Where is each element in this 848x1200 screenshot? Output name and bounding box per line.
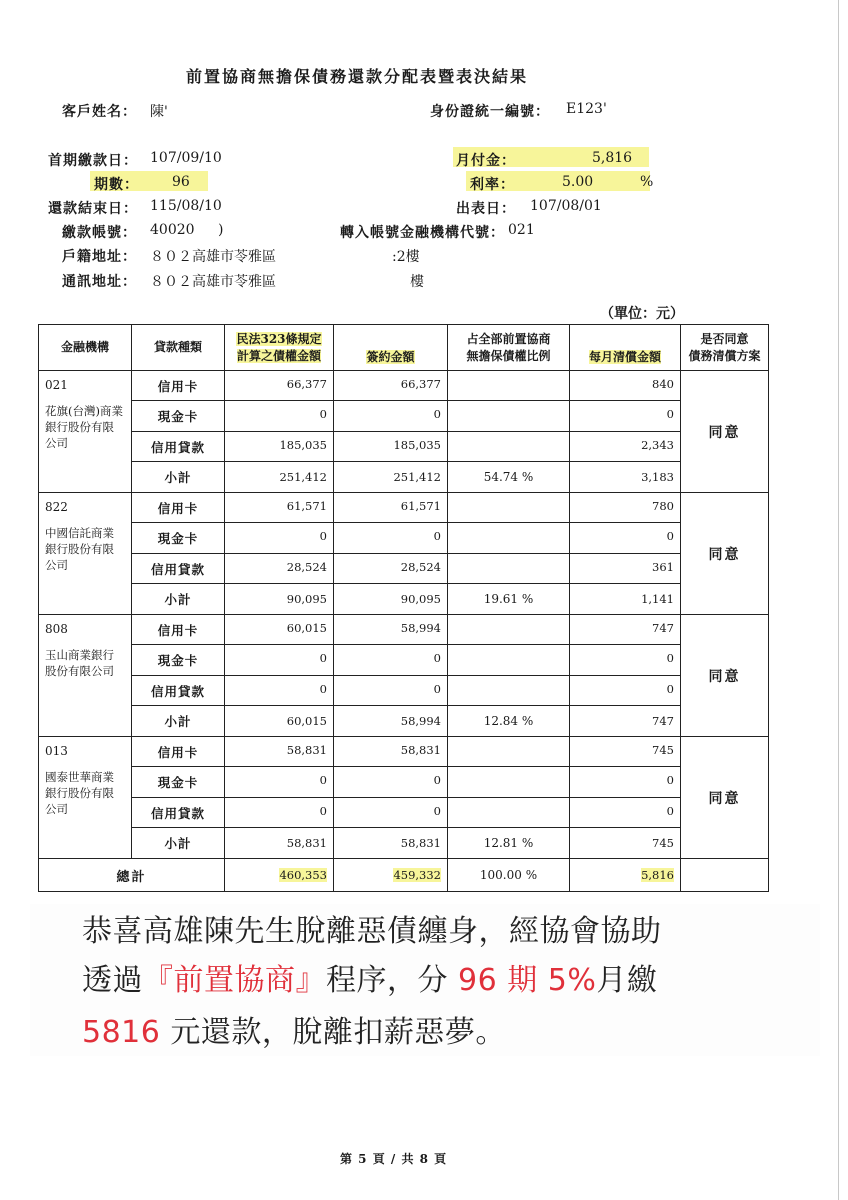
- end-date-label: 還款結束日：: [48, 201, 138, 217]
- claim-amount-cell: 0: [225, 401, 334, 432]
- monthly-payment-cell: 1,141: [570, 584, 681, 615]
- ratio-cell: [448, 523, 570, 554]
- contract-amount-cell: 251,412: [334, 462, 448, 493]
- contract-amount-cell: 0: [334, 676, 448, 706]
- agree-cell: 同意: [681, 493, 769, 615]
- issue-date-value: 107/08/01: [530, 198, 602, 214]
- announcement-highlight-terms: 96 期 5%: [458, 963, 597, 998]
- header-monthly-payment: [570, 325, 681, 371]
- table-row: [39, 401, 769, 432]
- table-row: [39, 706, 769, 737]
- mail-address-label: 通訊地址：: [62, 274, 137, 290]
- institution-code: 808: [45, 622, 68, 636]
- table-row: [39, 432, 769, 462]
- header-agree: [681, 325, 769, 371]
- ratio-cell: 54.74 %: [448, 462, 570, 493]
- contract-amount-cell: 0: [334, 523, 448, 554]
- ratio-cell: 19.61 %: [448, 584, 570, 615]
- loan-type-cell: 小計: [132, 462, 225, 493]
- total-claim-value: 460,353: [279, 868, 327, 882]
- total-ratio-value: 100.00 %: [479, 868, 538, 882]
- customer-name-label: 客戶姓名：: [62, 104, 137, 120]
- contract-amount-cell: 0: [334, 798, 448, 828]
- monthly-payment-cell: 3,183: [570, 462, 681, 493]
- institution-name: 中國信託商業銀行股份有限公司: [45, 526, 114, 572]
- mail-address-value: ８０２高雄市苓雅區: [150, 274, 276, 290]
- transfer-code-value: 021: [508, 222, 535, 238]
- table-row: [39, 798, 769, 828]
- institution-name: 花旗(台灣)商業銀行股份有限公司: [45, 404, 123, 450]
- header-ratio: [448, 325, 570, 371]
- table-row: [39, 584, 769, 615]
- total-agree-empty: [681, 859, 769, 892]
- total-claim-cell: [225, 859, 334, 892]
- loan-type-cell: 現金卡: [132, 645, 225, 676]
- end-date-value: 115/08/10: [150, 198, 222, 214]
- header-civil-law-line1: 民法323條規定: [236, 331, 322, 346]
- header-contract-text: 簽約金額: [366, 350, 415, 364]
- table-row: [39, 737, 769, 767]
- monthly-payment-cell: 0: [570, 523, 681, 554]
- header-loan-type: 貸款種類: [132, 325, 225, 371]
- monthly-payment-cell: 840: [570, 371, 681, 401]
- account-label: 繳款帳號：: [62, 225, 137, 241]
- ratio-cell: [448, 615, 570, 645]
- account-paren: ): [218, 222, 224, 238]
- id-value: E123': [566, 101, 607, 117]
- announcement-text-e: 月繳: [596, 963, 658, 998]
- loan-type-cell: 信用卡: [132, 737, 225, 767]
- total-monthly-cell: [570, 859, 681, 892]
- announcement-highlight-amount: 5816: [82, 1015, 161, 1050]
- contract-amount-cell: 185,035: [334, 432, 448, 462]
- contract-amount-cell: 61,571: [334, 493, 448, 523]
- contract-amount-cell: 58,831: [334, 828, 448, 859]
- table-row: [39, 554, 769, 584]
- header-agree-line1: 是否同意: [700, 331, 749, 346]
- agree-cell: 同意: [681, 737, 769, 859]
- institution-cell: [39, 493, 132, 615]
- first-payment-value: 107/09/10: [150, 150, 222, 166]
- ratio-cell: 12.81 %: [448, 828, 570, 859]
- loan-type-cell: 現金卡: [132, 523, 225, 554]
- ratio-cell: [448, 371, 570, 401]
- contract-amount-cell: 58,994: [334, 706, 448, 737]
- table-row: [39, 767, 769, 798]
- announcement-line-3: [82, 1007, 506, 1051]
- announcement-line-2: [82, 955, 657, 999]
- table-row: [39, 462, 769, 493]
- claim-amount-cell: 60,015: [225, 615, 334, 645]
- header-civil-law-claim: [225, 325, 334, 371]
- institution-code: 013: [45, 744, 68, 758]
- document-title: 前置協商無擔保債務還款分配表暨表決結果: [186, 67, 529, 86]
- loan-type-cell: 信用貸款: [132, 798, 225, 828]
- claim-amount-cell: 66,377: [225, 371, 334, 401]
- header-civil-law-line2: 計算之債權金額: [236, 348, 321, 363]
- mail-address-tail: 樓: [410, 274, 424, 290]
- ratio-cell: [448, 676, 570, 706]
- total-row: [39, 859, 769, 892]
- agree-cell: 同意: [681, 371, 769, 493]
- header-agree-line2: 債務清償方案: [688, 348, 761, 363]
- claim-amount-cell: 58,831: [225, 828, 334, 859]
- contract-amount-cell: 58,831: [334, 737, 448, 767]
- claim-amount-cell: 0: [225, 767, 334, 798]
- institution-name: 國泰世華商業銀行股份有限公司: [45, 770, 114, 816]
- ratio-cell: [448, 767, 570, 798]
- monthly-value: 5,816: [592, 150, 633, 166]
- announcement-text-b3: 元還款，脫離扣薪惡夢。: [160, 1015, 506, 1050]
- institution-cell: [39, 615, 132, 737]
- announcement-highlight-precollab: 『前置協商』: [143, 963, 326, 998]
- contract-amount-cell: 90,095: [334, 584, 448, 615]
- header-ratio-line1: 占全部前置協商: [466, 331, 551, 346]
- periods-label: 期數：: [94, 177, 139, 193]
- header-monthly-text: 每月清償金額: [588, 350, 661, 364]
- id-label: 身份證統一編號：: [430, 104, 550, 120]
- total-contract-cell: [334, 859, 448, 892]
- distribution-table: [38, 324, 769, 892]
- total-label: 總計: [39, 859, 225, 892]
- total-ratio-cell: [448, 859, 570, 892]
- header-institution: 金融機構: [39, 325, 132, 371]
- contract-amount-cell: 0: [334, 767, 448, 798]
- ratio-cell: [448, 798, 570, 828]
- claim-amount-cell: 90,095: [225, 584, 334, 615]
- loan-type-cell: 信用貸款: [132, 432, 225, 462]
- institution-cell: [39, 371, 132, 493]
- monthly-payment-cell: 745: [570, 737, 681, 767]
- claim-amount-cell: 185,035: [225, 432, 334, 462]
- issue-date-label: 出表日：: [456, 201, 516, 217]
- announcement-line-1: 恭喜高雄陳先生脫離惡債纏身，經協會協助: [82, 914, 662, 949]
- institution-code: 021: [45, 378, 68, 392]
- rate-unit: %: [640, 174, 654, 190]
- header-ratio-line2: 無擔保債權比例: [466, 348, 551, 363]
- monthly-payment-cell: 747: [570, 706, 681, 737]
- total-monthly-value: 5,816: [641, 868, 674, 882]
- monthly-payment-cell: 361: [570, 554, 681, 584]
- total-contract-value: 459,332: [393, 868, 441, 882]
- rate-label: 利率：: [470, 177, 515, 193]
- ratio-cell: [448, 737, 570, 767]
- claim-amount-cell: 60,015: [225, 706, 334, 737]
- claim-amount-cell: 0: [225, 523, 334, 554]
- loan-type-cell: 小計: [132, 584, 225, 615]
- monthly-payment-cell: 745: [570, 828, 681, 859]
- contract-amount-cell: 58,994: [334, 615, 448, 645]
- account-value: 40020: [150, 222, 195, 238]
- monthly-payment-cell: 0: [570, 401, 681, 432]
- table-row: [39, 523, 769, 554]
- claim-amount-cell: 0: [225, 676, 334, 706]
- monthly-label: 月付金：: [456, 153, 516, 169]
- claim-amount-cell: 28,524: [225, 554, 334, 584]
- household-address-value: ８０２高雄市苓雅區: [150, 249, 276, 265]
- page-edge-line: [838, 0, 839, 1200]
- first-payment-label: 首期繳款日：: [48, 153, 138, 169]
- loan-type-cell: 現金卡: [132, 767, 225, 798]
- table-row: [39, 371, 769, 401]
- monthly-payment-cell: 780: [570, 493, 681, 523]
- ratio-cell: [448, 554, 570, 584]
- header-contract-amount: [334, 325, 448, 371]
- page-number: 第 5 頁 / 共 8 頁: [340, 1152, 448, 1166]
- institution-code: 822: [45, 500, 68, 514]
- loan-type-cell: 信用貸款: [132, 676, 225, 706]
- ratio-cell: 12.84 %: [448, 706, 570, 737]
- monthly-payment-cell: 2,343: [570, 432, 681, 462]
- household-address-tail: :2樓: [392, 249, 420, 265]
- loan-type-cell: 小計: [132, 828, 225, 859]
- ratio-cell: [448, 493, 570, 523]
- unit-note: （單位：元）: [600, 306, 684, 322]
- ratio-cell: [448, 432, 570, 462]
- loan-type-cell: 信用卡: [132, 493, 225, 523]
- monthly-payment-cell: 0: [570, 767, 681, 798]
- institution-cell: [39, 737, 132, 859]
- monthly-payment-cell: 747: [570, 615, 681, 645]
- loan-type-cell: 信用卡: [132, 371, 225, 401]
- periods-value: 96: [172, 174, 190, 190]
- transfer-code-label: 轉入帳號金融機構代號：: [340, 225, 505, 241]
- table-row: [39, 493, 769, 523]
- ratio-cell: [448, 645, 570, 676]
- claim-amount-cell: 58,831: [225, 737, 334, 767]
- loan-type-cell: 信用貸款: [132, 554, 225, 584]
- monthly-payment-cell: 0: [570, 676, 681, 706]
- contract-amount-cell: 66,377: [334, 371, 448, 401]
- household-address-label: 戶籍地址：: [62, 249, 137, 265]
- monthly-payment-cell: 0: [570, 645, 681, 676]
- customer-name-value: 陳': [150, 104, 168, 120]
- table-row: [39, 615, 769, 645]
- claim-amount-cell: 0: [225, 645, 334, 676]
- table-row: [39, 828, 769, 859]
- contract-amount-cell: 28,524: [334, 554, 448, 584]
- agree-cell: 同意: [681, 615, 769, 737]
- loan-type-cell: 信用卡: [132, 615, 225, 645]
- claim-amount-cell: 0: [225, 798, 334, 828]
- loan-type-cell: 現金卡: [132, 401, 225, 432]
- table-row: [39, 676, 769, 706]
- rate-value: 5.00: [562, 174, 594, 190]
- institution-name: 玉山商業銀行股份有限公司: [45, 648, 114, 678]
- loan-type-cell: 小計: [132, 706, 225, 737]
- monthly-payment-cell: 0: [570, 798, 681, 828]
- table-row: [39, 645, 769, 676]
- contract-amount-cell: 0: [334, 645, 448, 676]
- claim-amount-cell: 251,412: [225, 462, 334, 493]
- ratio-cell: [448, 401, 570, 432]
- announcement-text-a: 透過: [82, 963, 143, 998]
- contract-amount-cell: 0: [334, 401, 448, 432]
- claim-amount-cell: 61,571: [225, 493, 334, 523]
- announcement-text-c: 程序，分: [326, 963, 448, 998]
